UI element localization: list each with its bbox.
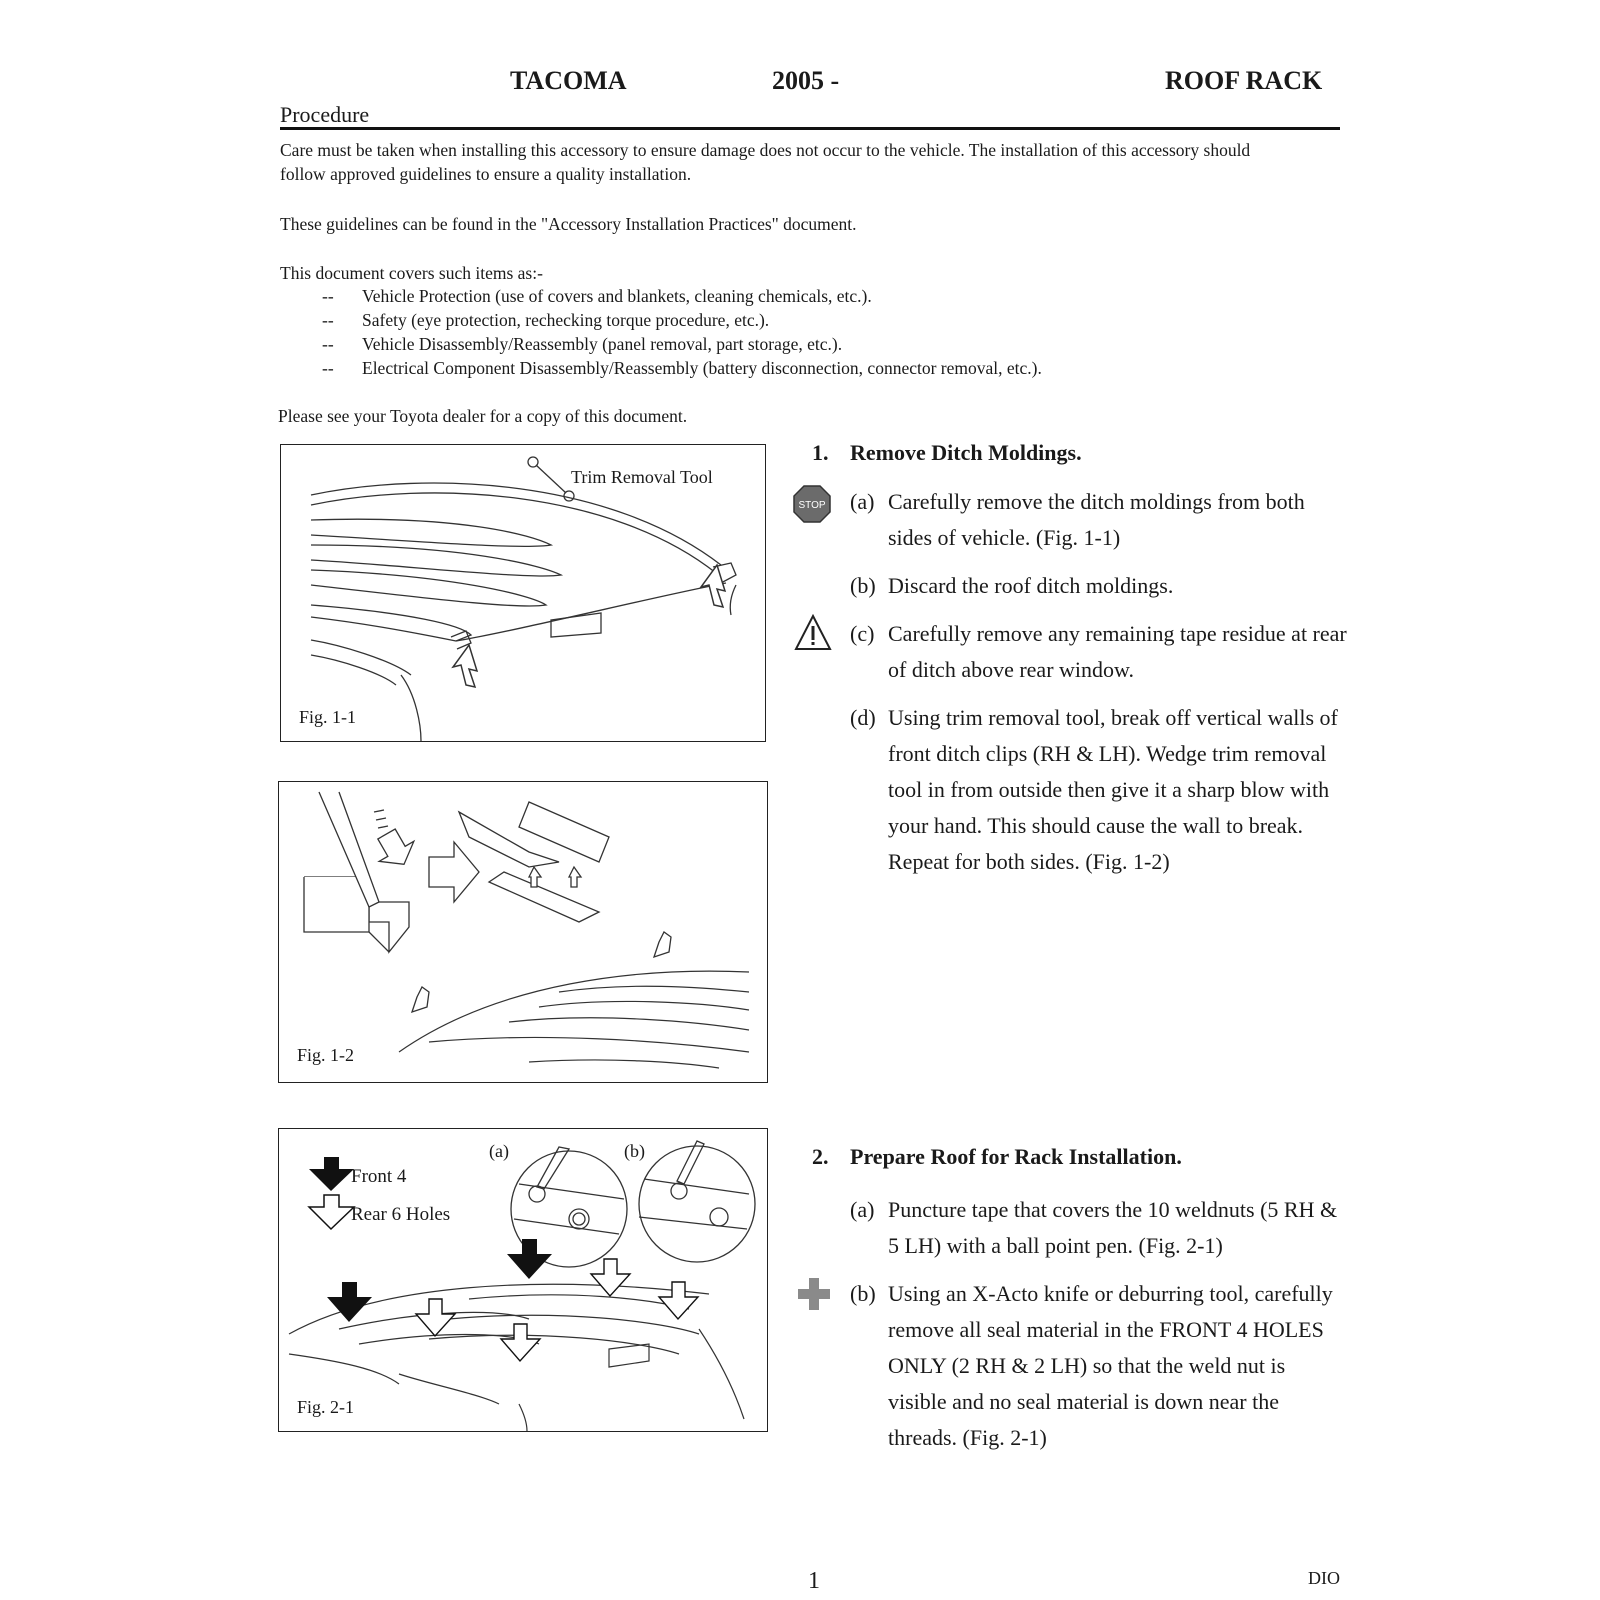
step-1b: [850, 568, 1348, 604]
covers-lead: This document covers such items as:-: [280, 263, 543, 283]
front-arrow-icon: [309, 1157, 354, 1191]
step-text: Using trim removal tool, break off vertical walls of front ditch clips (RH & LH). Wedge trim removal tool in from outside then give it a sharp blow with your hand. This should cause the wall to break. Repeat for both sides. (Fig. 1-2): [888, 705, 1338, 874]
stop-sign-icon: [792, 484, 832, 524]
covers-list: [280, 284, 1340, 380]
plus-icon: [796, 1276, 832, 1312]
item-tag: (b): [850, 573, 876, 598]
section-title: Procedure: [280, 102, 370, 127]
legend-front: Front 4: [351, 1166, 407, 1187]
model-name: TACOMA: [510, 66, 627, 95]
step-1-number: 1.: [812, 440, 829, 465]
clip-break-illustration: [279, 782, 767, 1082]
list-item: -- Vehicle Disassembly/Reassembly (panel removal, part storage, etc.).: [322, 334, 843, 354]
header-rule: [280, 127, 1340, 130]
step-2a: [850, 1192, 1348, 1264]
arrow-up-icon: [453, 565, 725, 687]
legend-rear: Rear 6 Holes: [351, 1204, 451, 1225]
guidelines-paragraph: These guidelines can be found in the "Accessory Installation Practices" document.: [280, 214, 857, 234]
figure-label: Fig. 2-1: [297, 1397, 355, 1417]
inset-a-label: (a): [489, 1141, 509, 1161]
step-1c: [850, 616, 1348, 688]
page-number: 1: [808, 1568, 820, 1594]
figure-label: Fig. 1-2: [297, 1045, 355, 1065]
document-code: DIO: [1308, 1568, 1340, 1588]
dealer-note: Please see your Toyota dealer for a copy of this document.: [278, 406, 688, 426]
tool-label: Trim Removal Tool: [571, 467, 713, 487]
list-item: -- Electrical Component Disassembly/Reassembly (battery disconnection, connector removal, etc.).: [322, 358, 1042, 378]
figure-1-1: [280, 444, 766, 742]
list-item: -- Vehicle Protection (use of covers and blankets, cleaning chemicals, etc.).: [322, 286, 872, 306]
step-1a: [850, 484, 1348, 556]
item-tag: (a): [850, 489, 875, 514]
step-text: Discard the roof ditch moldings.: [888, 573, 1174, 598]
figure-1-2: [278, 781, 768, 1083]
model-year: 2005 -: [772, 66, 840, 95]
step-2-number: 2.: [812, 1144, 829, 1169]
item-tag: (a): [850, 1197, 875, 1222]
figure-label: Fig. 1-1: [299, 707, 357, 727]
roof-ditch-illustration: [281, 445, 765, 741]
item-tag: (d): [850, 705, 876, 730]
step-text: Puncture tape that covers the 10 weldnuts (5 RH & 5 LH) with a ball point pen. (Fig. 2-1): [888, 1197, 1338, 1258]
intro-paragraph: Care must be taken when installing this accessory to ensure damage does not occur to the vehicle. The installation of this accessory should follow approved guidelines to ensure a quality installation.: [280, 140, 1251, 184]
item-tag: (c): [850, 621, 875, 646]
inset-b-label: (b): [624, 1141, 645, 1161]
figure-2-1: [278, 1128, 768, 1432]
step-text: Carefully remove any remaining tape residue at rear of ditch above rear window.: [888, 621, 1347, 682]
rear-arrow-icon: [309, 1195, 354, 1229]
warning-icon: [794, 614, 832, 652]
stop-sign-text: STOP: [798, 500, 826, 511]
step-2-title: Prepare Roof for Rack Installation.: [850, 1144, 1182, 1169]
step-1-title: Remove Ditch Moldings.: [850, 440, 1082, 465]
step-1d: [850, 700, 1348, 880]
step-2b: [850, 1276, 1348, 1456]
step-text: Carefully remove the ditch moldings from both sides of vehicle. (Fig. 1-1): [888, 489, 1305, 550]
item-tag: (b): [850, 1281, 876, 1306]
document-title: ROOF RACK: [1165, 66, 1323, 95]
step-text: Using an X-Acto knife or deburring tool, carefully remove all seal material in the FRONT 4 HOLES ONLY (2 RH & 2 LH) so that the weld nut is visible and no seal material is down near the threads. (Fig. 2-1): [888, 1281, 1333, 1450]
list-item: -- Safety (eye protection, rechecking torque procedure, etc.).: [322, 310, 770, 330]
